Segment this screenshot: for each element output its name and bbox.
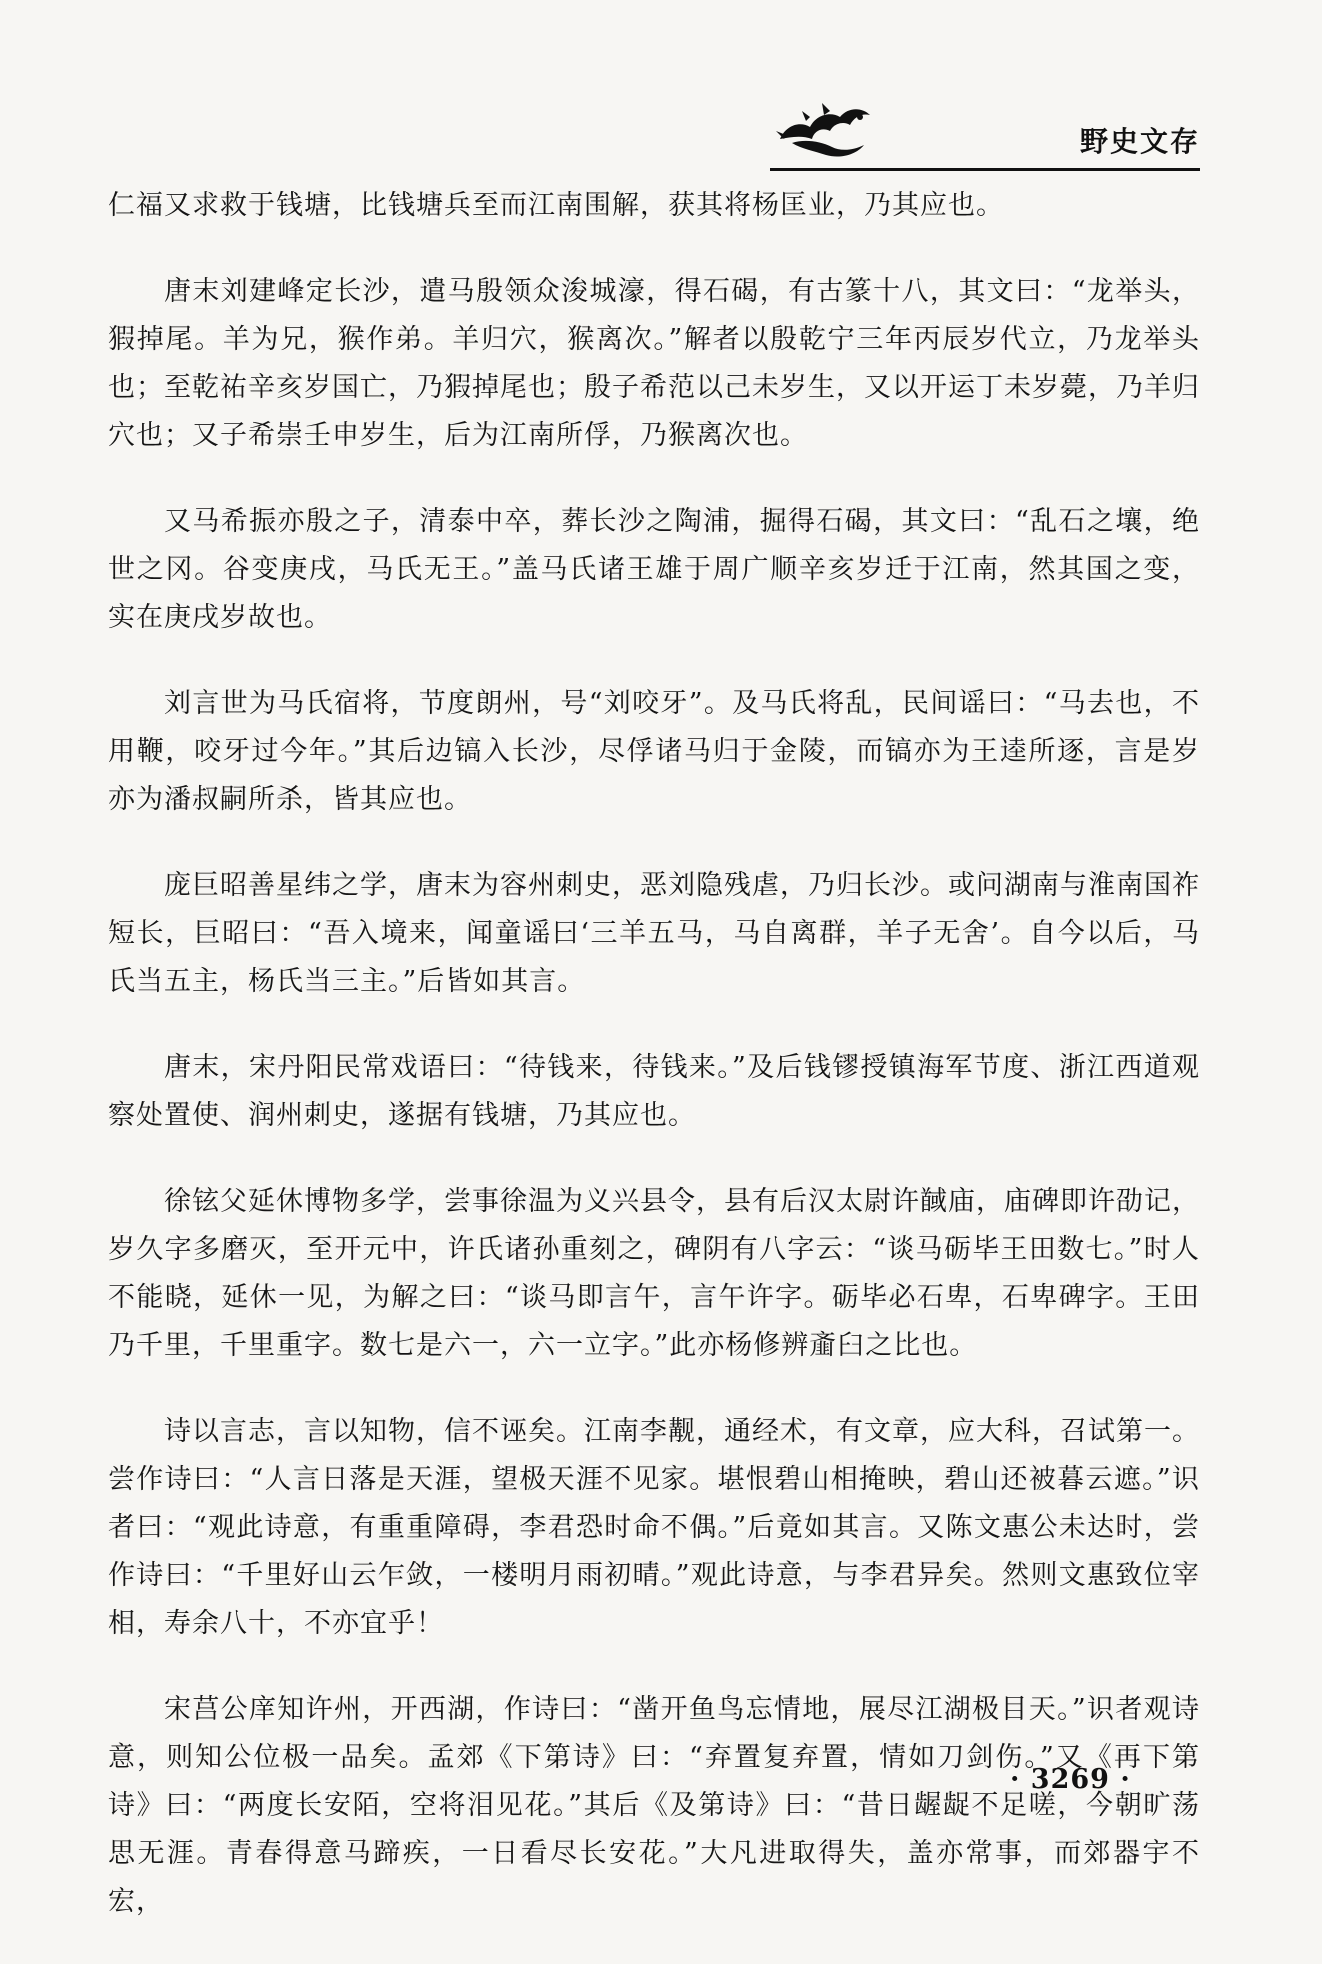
paragraph: 刘言世为马氏宿将，节度朗州，号“刘咬牙”。及马氏将乱，民间谣曰：“马去也，不用鞭，咬牙过今年。”其后边镐入长沙，尽俘诸马归于金陵，而镐亦为王逵所逐，言是岁亦为潘叔嗣所杀，皆其应也。 — [108, 688, 1200, 815]
paragraph: 诗以言志，言以知物，信不诬矣。江南李觏，通经术，有文章，应大科，召试第一。尝作诗曰：“人言日落是天涯，望极天涯不见家。堪恨碧山相掩映，碧山还被暮云遮。”识者曰：“观此诗意，有重重障碍，李君恐时命不偶。”后竟如其言。又陈文惠公未达时，尝作诗曰：“千里好山云乍敛，一楼明月雨初晴。”观此诗意，与李君异矣。然则文惠致位宰相，寿余八十，不亦宜乎！ — [108, 1416, 1200, 1639]
paragraph: 唐末刘建峰定长沙，遣马殷领众浚城濠，得石碣，有古篆十八，其文曰：“龙举头，猳掉尾。羊为兄，猴作弟。羊归穴，猴离次。”解者以殷乾宁三年丙辰岁代立，乃龙举头也；至乾祐辛亥岁国亡，乃猳掉尾也；殷子希范以己未岁生，又以开运丁未岁薨，乃羊归穴也；又子希崇壬申岁生，后为江南所俘，乃猴离次也。 — [108, 276, 1200, 451]
body-text — [108, 182, 1200, 1964]
paragraph: 庞巨昭善星纬之学，唐末为容州刺史，恶刘隐残虐，乃归长沙。或问湖南与淮南国祚短长，巨昭曰：“吾入境来，闻童谣曰‘三羊五马，马自离群，羊子无舍’。自今以后，马氏当五主，杨氏当三主。”后皆如其言。 — [108, 870, 1200, 997]
paragraph: 又马希振亦殷之子，清泰中卒，葬长沙之陶浦，掘得石碣，其文曰：“乱石之壤，绝世之冈。谷变庚戌，马氏无王。”盖马氏诸王雄于周广顺辛亥岁迁于江南，然其国之变，实在庚戌岁故也。 — [108, 506, 1200, 633]
dragon-emblem-icon — [770, 95, 878, 163]
paragraph: 宋莒公庠知许州，开西湖，作诗曰：“凿开鱼鸟忘情地，展尽江湖极目天。”识者观诗意，则知公位极一品矣。孟郊《下第诗》曰：“弃置复弃置，情如刀剑伤。”又《再下第诗》曰：“两度长安陌，空将泪见花。”其后《及第诗》曰：“昔日龌龊不足嗟，今朝旷荡思无涯。青春得意马蹄疾，一日看尽长安花。”大凡进取得失，盖亦常事，而郊器宇不宏， — [108, 1694, 1200, 1917]
paragraph: 徐铉父延休博物多学，尝事徐温为义兴县令，县有后汉太尉许馘庙，庙碑即许劭记，岁久字多磨灭，至开元中，许氏诸孙重刻之，碑阴有八字云：“谈马砺毕王田数七。”时人不能晓，延休一见，为解之曰：“谈马即言午，言午许字。砺毕必石卑，石卑碑字。王田乃千里，千里重字。数七是六一，六一立字。”此亦杨修辨齑臼之比也。 — [108, 1186, 1200, 1361]
page-number: · 3269 · — [1010, 1764, 1131, 1795]
running-title: 野史文存 — [1080, 125, 1201, 158]
header-rule — [770, 168, 1200, 171]
paragraph: 仁福又求救于钱塘，比钱塘兵至而江南围解，获其将杨匡业，乃其应也。 — [108, 190, 1004, 221]
paragraph: 唐末，宋丹阳民常戏语曰：“待钱来，待钱来。”及后钱镠授镇海军节度、浙江西道观察处置使、润州刺史，遂据有钱塘，乃其应也。 — [108, 1052, 1200, 1131]
page-header — [0, 0, 1322, 190]
